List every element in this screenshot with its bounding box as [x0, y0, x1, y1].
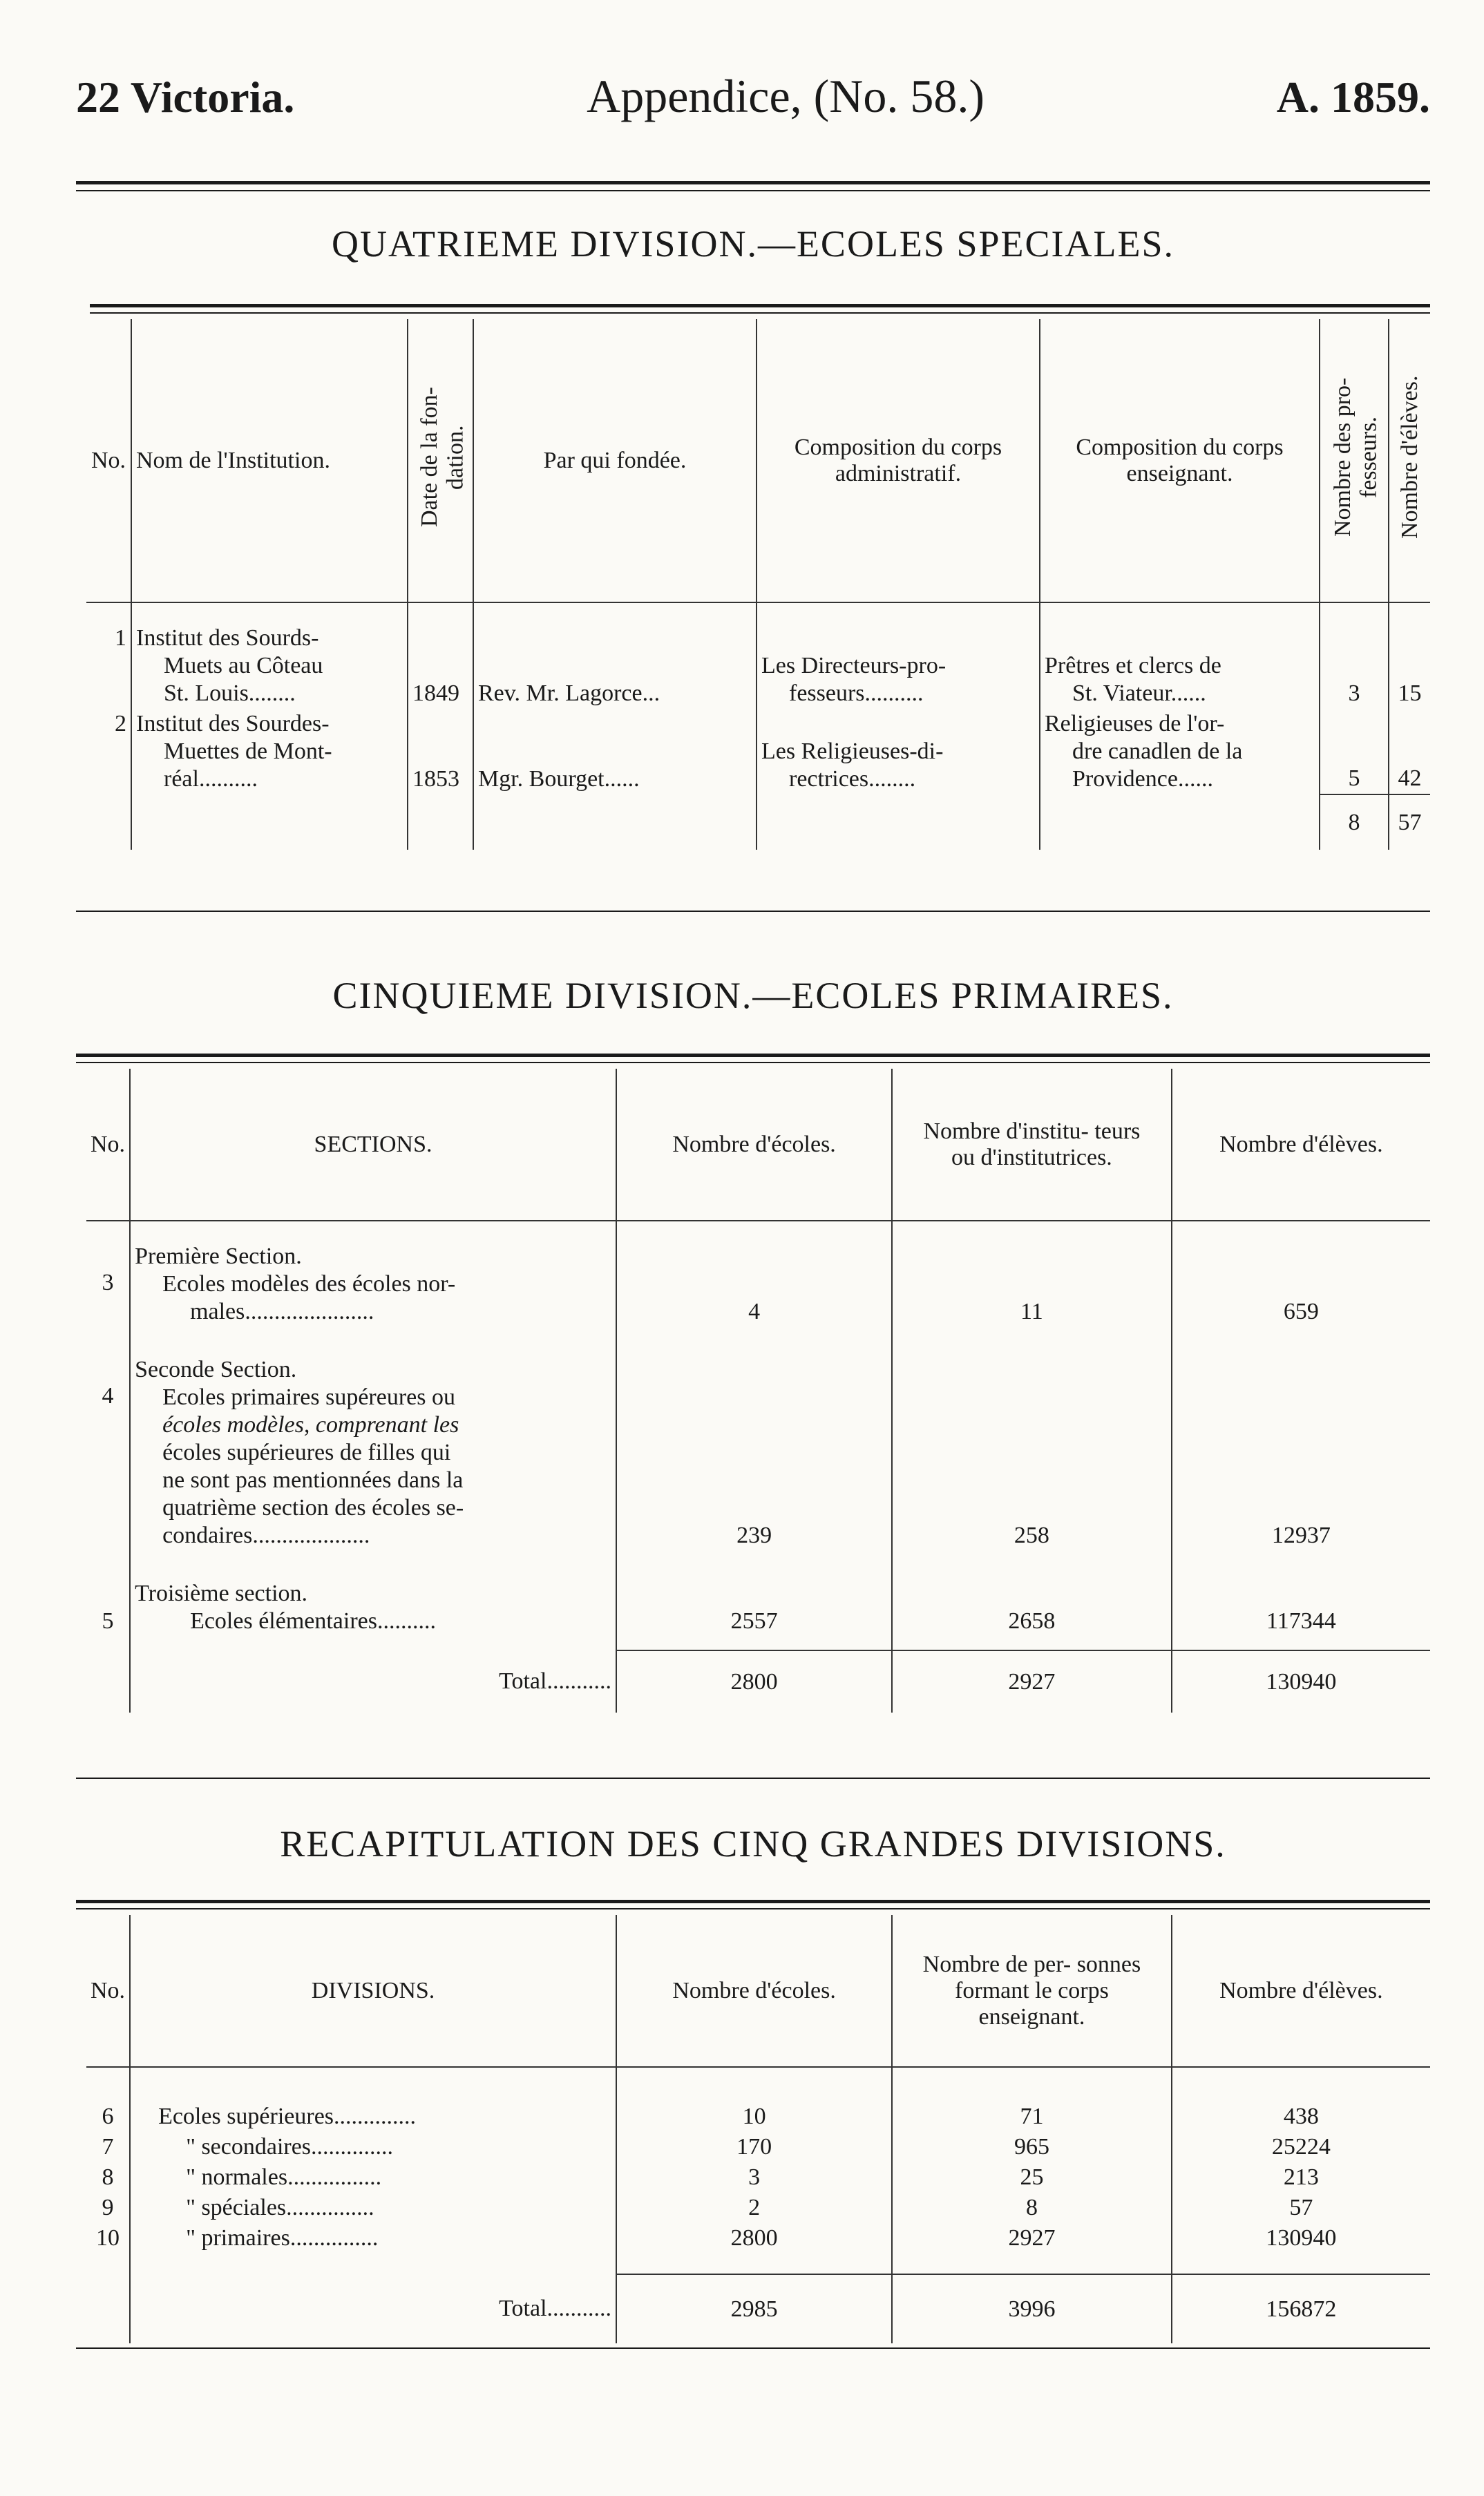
recap-row-7 [86, 2132, 1430, 2162]
section-line: Ecoles primaires supéreures ou [162, 1384, 455, 1410]
div4-row-prof: 3 [1320, 623, 1389, 709]
recap-row-label: " primaires............... [130, 2223, 616, 2254]
recap-row-label: " normales................ [130, 2162, 616, 2193]
admin-line: rectrices........ [789, 766, 916, 792]
section-line: écoles supérieures de filles qui [162, 1440, 451, 1465]
div4-col-eleves [1389, 319, 1430, 602]
recap-col-divisions: DIVISIONS. [130, 1915, 616, 2067]
div4-row-2 [86, 709, 1430, 794]
div4-col-prof-label: Nombre des pro- fesseurs. [1330, 377, 1382, 537]
recap-row-eleves: 25224 [1172, 2132, 1430, 2162]
recap-row-eleves: 213 [1172, 2162, 1430, 2193]
recap-row-pers: 965 [892, 2132, 1171, 2162]
recap-total-row [86, 2274, 1430, 2343]
div4-row-name [131, 709, 408, 794]
name-line: Muets au Côteau [164, 653, 323, 678]
div5-row-label [130, 1579, 616, 1637]
div5-table [86, 1069, 1430, 1713]
recap-col-pers: Nombre de per- sonnes formant le corps enseignant. [892, 1915, 1171, 2067]
div5-col-ecoles: Nombre d'écoles. [616, 1069, 892, 1221]
teach-line: dre canadlen de la [1072, 739, 1243, 764]
section-line: quatrième section des écoles se- [162, 1495, 464, 1521]
name-line: Muettes de Mont- [164, 739, 332, 764]
recap-row-no: 7 [102, 2134, 114, 2160]
div5-row-eleves: 117344 [1172, 1579, 1430, 1637]
recap-row-label: " spéciales............... [130, 2193, 616, 2223]
div4-row-no: 1 [115, 625, 126, 651]
div4-col-eleves-label: Nombre d'élèves. [1396, 375, 1423, 540]
div4-col-no: No. [91, 447, 126, 473]
page-header [76, 69, 1430, 124]
recap-row-9 [86, 2193, 1430, 2223]
recap-row-8 [86, 2162, 1430, 2193]
div5-header-row [86, 1069, 1430, 1221]
recap-row-pers: 25 [892, 2162, 1171, 2193]
div5-row-no: 3 [102, 1270, 114, 1295]
div4-col-teach: Composition du corps enseignant. [1040, 319, 1320, 602]
recap-rule [76, 1900, 1430, 1903]
recap-row-label: Ecoles supérieures.............. [130, 2102, 616, 2132]
recap-row-eleves: 57 [1172, 2193, 1430, 2223]
recap-title: RECAPITULATION DES CINQ GRANDES DIVISIONS. [280, 1823, 1226, 1865]
recap-rule-thin [76, 1908, 1430, 1909]
section-line: males...................... [190, 1299, 374, 1324]
div4-row-1 [86, 623, 1430, 709]
div4-row-admin [757, 623, 1040, 709]
header-session: 22 Victoria. [76, 73, 295, 122]
section-head: Première Section. [135, 1244, 302, 1269]
div4-row-teach [1040, 623, 1320, 709]
section-line: ne sont pas mentionnées dans la [162, 1467, 464, 1493]
teach-line: Providence...... [1072, 766, 1213, 792]
div5-row-inst: 11 [892, 1241, 1172, 1327]
recap-row-eleves: 438 [1172, 2102, 1430, 2132]
name-line: St. Louis........ [164, 680, 296, 706]
teach-line: Religieuses de l'or- [1045, 711, 1225, 736]
name-line: réal.......... [164, 766, 258, 792]
div5-row-2 [86, 1355, 1430, 1551]
div5-rule [76, 1054, 1430, 1057]
div4-rule [90, 304, 1430, 307]
div4-row-teach [1040, 709, 1320, 794]
div5-row-no: 5 [102, 1608, 114, 1634]
recap-row-ecoles: 3 [616, 2162, 892, 2193]
div5-row-1 [86, 1241, 1430, 1327]
section-line: condaires.................... [162, 1523, 370, 1548]
recap-row-no: 8 [102, 2164, 114, 2190]
admin-line: Les Directeurs-pro- [761, 653, 946, 678]
div4-col-name: Nom de l'Institution. [131, 319, 408, 602]
div5-rule-thin [76, 1062, 1430, 1063]
div4-row-no: 2 [115, 711, 126, 736]
recap-table [86, 1915, 1430, 2343]
div4-row-founder: Rev. Mr. Lagorce... [473, 623, 757, 709]
section-line: Ecoles élémentaires.......... [190, 1608, 436, 1634]
name-line: Institut des Sourdes- [136, 711, 330, 736]
div4-col-prof [1320, 319, 1389, 602]
div4-total-row [86, 794, 1430, 850]
header-rule-thin [76, 190, 1430, 191]
div4-col-admin: Composition du corps administratif. [757, 319, 1040, 602]
recap-row-pers: 2927 [892, 2223, 1171, 2254]
div4-row-founder: Mgr. Bourget...... [473, 709, 757, 794]
header-appendix: Appendice, (No. 58.) [587, 70, 985, 122]
div5-title: CINQUIEME DIVISION.—ECOLES PRIMAIRES. [332, 975, 1174, 1016]
div4-col-date-label: Date de la fon- dation. [416, 387, 468, 528]
div4-row-prof: 5 [1320, 709, 1389, 794]
recap-row-label: " secondaires.............. [130, 2132, 616, 2162]
div4-title: QUATRIEME DIVISION.—ECOLES SPECIALES. [332, 223, 1174, 265]
teach-line: St. Viateur...... [1072, 680, 1206, 706]
div4-row-admin [757, 709, 1040, 794]
section-head: Troisième section. [135, 1581, 308, 1606]
div5-total-label: Total........... [130, 1650, 616, 1713]
recap-col-no: No. [91, 1977, 126, 2003]
div5-bottom-rule [76, 1778, 1430, 1779]
recap-row-pers: 71 [892, 2102, 1171, 2132]
div5-total-eleves: 130940 [1172, 1650, 1430, 1713]
div4-total-prof: 8 [1320, 794, 1389, 850]
recap-total-label: Total........... [130, 2274, 616, 2343]
div5-row-label [130, 1241, 616, 1327]
div5-total-inst: 2927 [892, 1650, 1172, 1713]
recap-row-pers: 8 [892, 2193, 1171, 2223]
recap-bottom-rule [76, 2347, 1430, 2349]
section-line: écoles modèles, comprenant les [162, 1412, 459, 1438]
recap-header-row [86, 1915, 1430, 2067]
div5-row-ecoles: 239 [616, 1355, 892, 1551]
div4-row-name [131, 623, 408, 709]
recap-row-no: 6 [102, 2104, 114, 2129]
div5-row-inst: 258 [892, 1355, 1172, 1551]
div4-row-date: 1849 [408, 623, 473, 709]
div5-row-eleves: 659 [1172, 1241, 1430, 1327]
div4-row-eleves: 42 [1389, 709, 1430, 794]
header-year: A. 1859. [1276, 73, 1430, 122]
div5-col-inst: Nombre d'institu- teurs ou d'institutrices. [892, 1069, 1172, 1221]
div4-col-date [408, 319, 473, 602]
section-line: Ecoles modèles des écoles nor- [162, 1271, 456, 1297]
div5-row-ecoles: 4 [616, 1241, 892, 1327]
div4-bottom-rule [76, 911, 1430, 912]
recap-row-no: 9 [102, 2195, 114, 2220]
div5-col-no: No. [91, 1131, 126, 1157]
recap-col-eleves: Nombre d'élèves. [1172, 1915, 1430, 2067]
div5-col-sections: SECTIONS. [130, 1069, 616, 1221]
div4-rule-thin [90, 312, 1430, 314]
div5-row-eleves: 12937 [1172, 1355, 1430, 1551]
recap-row-ecoles: 2800 [616, 2223, 892, 2254]
div5-row-label [130, 1355, 616, 1551]
div5-row-inst: 2658 [892, 1579, 1172, 1637]
recap-row-10 [86, 2223, 1430, 2254]
div5-col-eleves: Nombre d'élèves. [1172, 1069, 1430, 1221]
recap-row-6 [86, 2102, 1430, 2132]
admin-line: Les Religieuses-di- [761, 739, 944, 764]
div5-total-row [86, 1650, 1430, 1713]
recap-col-ecoles: Nombre d'écoles. [616, 1915, 892, 2067]
name-line: Institut des Sourds- [136, 625, 319, 651]
recap-row-ecoles: 10 [616, 2102, 892, 2132]
div4-row-eleves: 15 [1389, 623, 1430, 709]
recap-total-ecoles: 2985 [616, 2274, 892, 2343]
admin-line: fesseurs.......... [789, 680, 924, 706]
div4-header-row [86, 319, 1430, 602]
div4-table [86, 319, 1430, 850]
div4-col-founder: Par qui fondée. [473, 319, 757, 602]
recap-row-no: 10 [96, 2225, 120, 2251]
recap-row-eleves: 130940 [1172, 2223, 1430, 2254]
div5-row-3 [86, 1579, 1430, 1637]
teach-line: Prêtres et clercs de [1045, 653, 1221, 678]
recap-row-ecoles: 170 [616, 2132, 892, 2162]
header-rule [76, 181, 1430, 184]
div5-total-ecoles: 2800 [616, 1650, 892, 1713]
recap-row-ecoles: 2 [616, 2193, 892, 2223]
div5-row-ecoles: 2557 [616, 1579, 892, 1637]
recap-total-pers: 3996 [892, 2274, 1171, 2343]
recap-total-eleves: 156872 [1172, 2274, 1430, 2343]
div4-total-eleves: 57 [1389, 794, 1430, 850]
div5-row-no: 4 [102, 1383, 114, 1409]
section-head: Seconde Section. [135, 1357, 297, 1382]
div4-row-date: 1853 [408, 709, 473, 794]
